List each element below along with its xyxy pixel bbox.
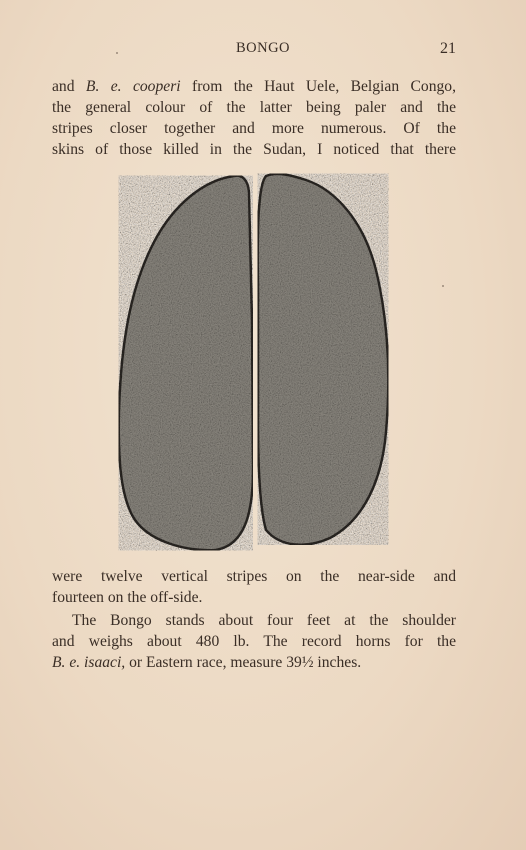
text-line: were twelve vertical stripes on the near-side and — [52, 568, 456, 585]
text-segment: and — [52, 78, 86, 95]
page-header — [0, 40, 526, 64]
text-segment: from the Haut Uele, Belgian Congo, — [180, 78, 456, 95]
paragraph-3 — [52, 610, 456, 673]
bongo-hoof-print-icon — [116, 170, 396, 555]
page-number: 21 — [440, 40, 456, 57]
text-line: and weighs about 480 lb. The record horns for the — [52, 633, 456, 650]
left-toe-print — [119, 176, 253, 551]
text-line — [52, 76, 456, 97]
text-segment: or Eastern race, measure 39½ inches. — [125, 654, 362, 671]
running-head: BONGO — [235, 40, 291, 56]
text-line: The Bongo stands about four feet at the shoulder — [72, 612, 456, 629]
paragraph-1 — [52, 76, 456, 160]
paper-speck — [442, 285, 444, 287]
text-line: stripes closer together and more numerous. Of the — [52, 120, 456, 137]
paper-speck — [116, 52, 118, 54]
text-line: fourteen on the off-side. — [52, 589, 203, 606]
text-line — [52, 652, 456, 673]
paragraph-2 — [52, 566, 456, 608]
text-line: skins of those killed in the Sudan, I noticed that there — [52, 141, 456, 158]
species-name: B. e. cooperi — [85, 78, 181, 95]
text-line: the general colour of the latter being paler and the — [52, 99, 456, 116]
hoof-print-figure — [116, 170, 396, 555]
species-name: B. e. isaaci, — [52, 654, 126, 671]
right-toe-print — [258, 174, 389, 545]
